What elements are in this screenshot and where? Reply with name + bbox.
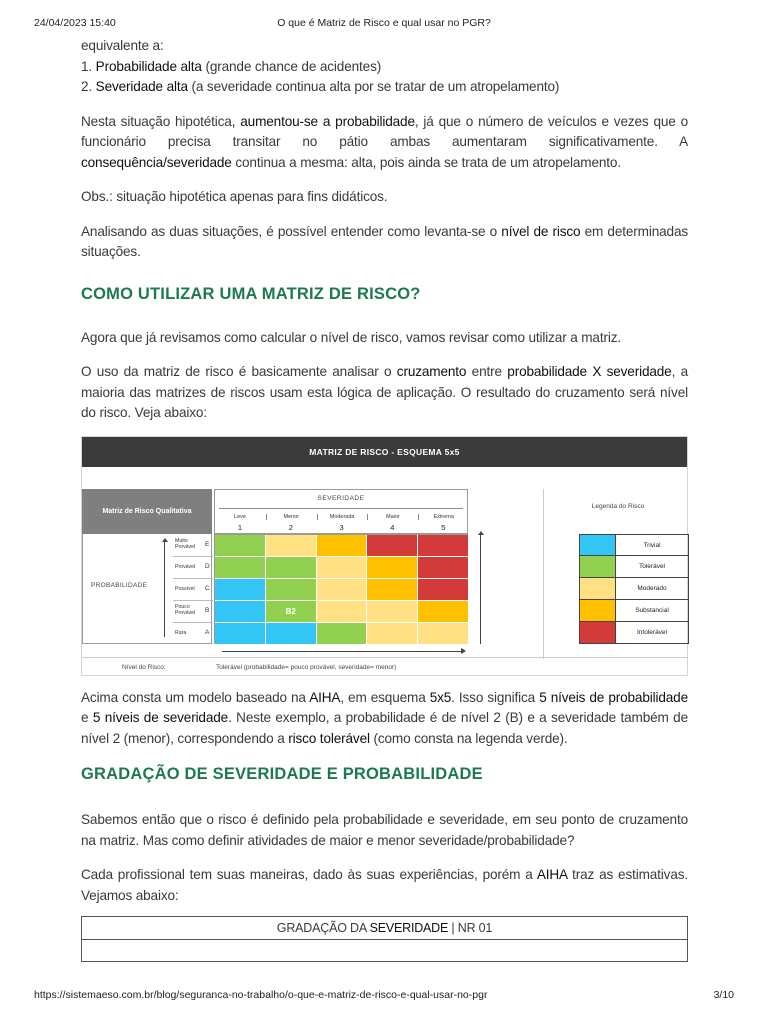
risk-level-value: Tolerável (probabilidade= pouco provável, severidade= menor) [216,663,397,671]
text: entre [466,364,508,379]
severity-number-4: 4 [390,522,395,532]
probability-row-divider [173,578,213,579]
highlight-severidade-alta: Severidade alta [95,79,188,94]
probability-level-A: Rara [175,629,187,636]
risk-cell-C3 [317,579,368,601]
highlight-consequencia: consequência/severidade [81,154,232,170]
legend-swatch [580,556,616,577]
risk-cell-C4 [367,579,418,601]
heading-como-utilizar: COMO UTILIZAR UMA MATRIZ DE RISCO? [81,284,421,303]
paragraph-situacao-hipotetica [81,112,688,174]
text: , a maioria das matrizes de riscos usam esta lógica de aplicação. O resultado do cruzamento será nível do risco. Veja abaixo: [81,364,688,420]
risk-cell-C5 [418,579,469,601]
paragraph-equivalente [81,36,688,57]
highlight-5x5: 5x5 [429,689,452,705]
probability-row-divider [173,622,213,623]
paragraph-uso-matriz [81,362,688,424]
print-footer [34,989,734,1003]
text: Sabemos então que o risco é definido pela probabilidade e severidade, em seu ponto de cruzamento na matriz. Mas como definir atividades de maior e menor severidade/probabilidade? [81,812,688,848]
risk-cell-B2: B2 [266,601,317,623]
severity-level-2: Menor [266,514,316,520]
text: 1. [81,58,96,74]
risk-cell-D3 [317,557,368,579]
paragraph-acima-consta [81,688,688,750]
highlight-probabilidade-alta: Probabilidade alta [95,58,202,74]
severity-gradation-table [81,916,688,962]
probability-letter-E: E [205,540,210,548]
list-item-probabilidade [81,57,688,78]
probability-level-line2: Provável [175,543,196,550]
text: e [81,710,93,725]
risk-level-row [82,657,687,676]
risk-cell-A4 [367,623,418,645]
text: traz as estimativas. Vejamos abaixo: [81,867,689,903]
table-header-highlight: SEVERIDADE [369,921,449,935]
risk-cell-D5 [418,557,469,579]
risk-cell-B4 [367,601,418,623]
highlight-risco-toleravel: risco tolerável [288,730,370,746]
text: (a severidade continua alta por se tratar de um atropelamento) [187,79,560,94]
legend-title: Legenda do Risco [591,502,645,510]
text: | NR 01 [448,921,493,935]
risk-cell-B5 [418,601,469,623]
print-datetime: 24/04/2023 15:40 [34,17,116,29]
probability-letter-C: C [205,584,210,592]
text: (como consta na legenda verde). [369,730,568,746]
risk-cell-B1 [215,601,266,623]
paragraph-agora [81,328,688,349]
paragraph-analisando [81,222,688,263]
text: , já que o número de veículos e vezes que o funcionário precisa transitar no pátio ambas aumentaram significativamente. A [81,113,689,149]
risk-cell-A3 [317,623,368,645]
text: equivalente a: [81,38,164,53]
list-item-severidade [81,77,688,98]
highlight-aiha-2: AIHA [536,867,568,882]
legend-item-int [579,622,689,644]
print-url: https://sistemaeso.com.br/blog/seguranca-no-trabalho/o-que-e-matriz-de-risco-e-qual-usar-no-pgr [34,989,488,1001]
table-row [82,940,687,961]
legend-item-sub [579,600,689,622]
text: O uso da matriz de risco é basicamente analisar o [81,364,397,379]
text: Analisando as duas situações, é possível entender como levanta-se o [81,223,502,239]
paragraph-cada-profissional [81,865,688,906]
text: continua a mesma: alta, pois ainda se trata de um atropelamento. [231,154,621,170]
print-page-title: O que é Matriz de Risco e qual usar no PGR? [277,17,491,29]
text: Agora que já revisamos como calcular o nível de risco, vamos revisar como utilizar a matriz. [81,329,621,345]
legend-swatch [580,578,616,599]
text: 2. [81,79,96,94]
text: em determinadas situações. [81,223,688,259]
probability-level-B: Pouco Provável [175,603,196,616]
risk-axis-arrow [480,534,481,644]
risk-cell-A2 [266,623,317,645]
risk-cell-D4 [367,557,418,579]
highlight-niveis-severidade: 5 níveis de severidade [92,710,229,725]
text: Cada profissional tem suas maneiras, dado às suas experiências, porém a [81,867,537,882]
text: (grande chance de acidentes) [201,58,382,74]
severity-divider [219,508,463,509]
legend-label: Trivial [643,541,661,549]
risk-cell-C1 [215,579,266,601]
probability-label: PROBABILIDADE [91,581,148,589]
risk-cell-E2 [266,535,317,557]
severity-number-3: 3 [339,522,344,532]
legend-swatch [580,622,616,643]
legend-swatch [580,600,616,621]
table-header [82,917,687,940]
risk-cell-C2 [266,579,317,601]
probability-level-C: Possível [175,585,195,592]
severity-number-1: 1 [237,522,243,532]
severity-number-5: 5 [441,522,446,532]
highlight-aiha: AIHA [309,689,341,705]
severity-level-3: Moderada [317,514,367,520]
legend-swatch [580,535,616,555]
severity-number-2: 2 [288,522,293,532]
highlight-cruzamento: cruzamento [396,364,467,379]
risk-cell-D1 [215,557,266,579]
probability-row-divider [173,556,213,557]
risk-cell-D2 [266,557,317,579]
legend-item-tol [579,556,689,578]
legend-label: Intolerável [637,628,667,636]
highlight-niveis-probabilidade: 5 níveis de probabilidade [539,689,688,705]
probability-letter-D: D [205,562,210,570]
legend-label: Substancial [635,606,669,614]
legend-label: Moderado [637,584,667,592]
text: . Neste exemplo, a probabilidade é de nível 2 (B) e a severidade também de nível 2 (menor), correspondendo a [81,710,688,746]
legend-label: Tolerável [638,562,665,570]
severity-axis-arrow [222,651,462,652]
risk-cell-A5 [418,623,469,645]
severity-label: SEVERIDADE [317,494,365,502]
severity-level-4: Maior [367,514,417,520]
text: GRADAÇÃO DA [276,921,370,935]
probability-row-divider [173,600,213,601]
risk-cell-E1 [215,535,266,557]
highlight-aumentou: , aumentou-se a probabilidade [231,113,415,129]
text: Obs.: situação hipotética apenas para fins didáticos. [81,189,388,204]
risk-cell-E5 [418,535,469,557]
risk-level-label: Nível do Risco: [122,663,166,671]
legend-divider [543,489,544,659]
print-page-number: 3/10 [713,989,734,1001]
matrix-title: MATRIZ DE RISCO - ESQUEMA 5x5 [82,437,687,467]
highlight-prob-x-sev: probabilidade X severidade [507,364,672,379]
print-header [34,17,734,31]
article-body [81,36,688,962]
probability-level-line2: Provável [175,609,196,616]
highlight-nivel-de-risco: nível de risco [501,223,581,239]
probability-level-D: Provável [175,563,196,570]
paragraph-sabemos [81,810,688,851]
severity-level-5: Extrema [418,514,468,520]
risk-grid [214,534,468,644]
paragraph-obs [81,187,688,208]
matrix-qualitative-label: Matriz de Risco Qualitativa [82,489,212,534]
probability-level-E: Muito Provável [175,537,196,550]
risk-matrix-figure [81,436,688,676]
risk-cell-E3 [317,535,368,557]
probability-letter-A: A [205,628,210,636]
probability-letter-B: B [205,606,210,614]
probability-axis-arrow [164,541,165,637]
legend-item-mod [579,578,689,600]
risk-cell-E4 [367,535,418,557]
severity-level-1: Leve [234,513,246,520]
risk-cell-A1 [215,623,266,645]
legend-item-tri [579,534,689,556]
probability-header [82,534,212,644]
text: , em esquema [340,689,430,705]
severity-header [214,489,468,534]
text: . Isso significa [451,689,540,705]
text: Acima consta um modelo baseado na [81,689,310,705]
risk-cell-B3 [317,601,368,623]
heading-gradacao: GRADAÇÃO DE SEVERIDADE E PROBABILIDADE [81,765,483,783]
text: Nesta situação hipotética [81,113,232,129]
risk-legend [579,534,689,644]
